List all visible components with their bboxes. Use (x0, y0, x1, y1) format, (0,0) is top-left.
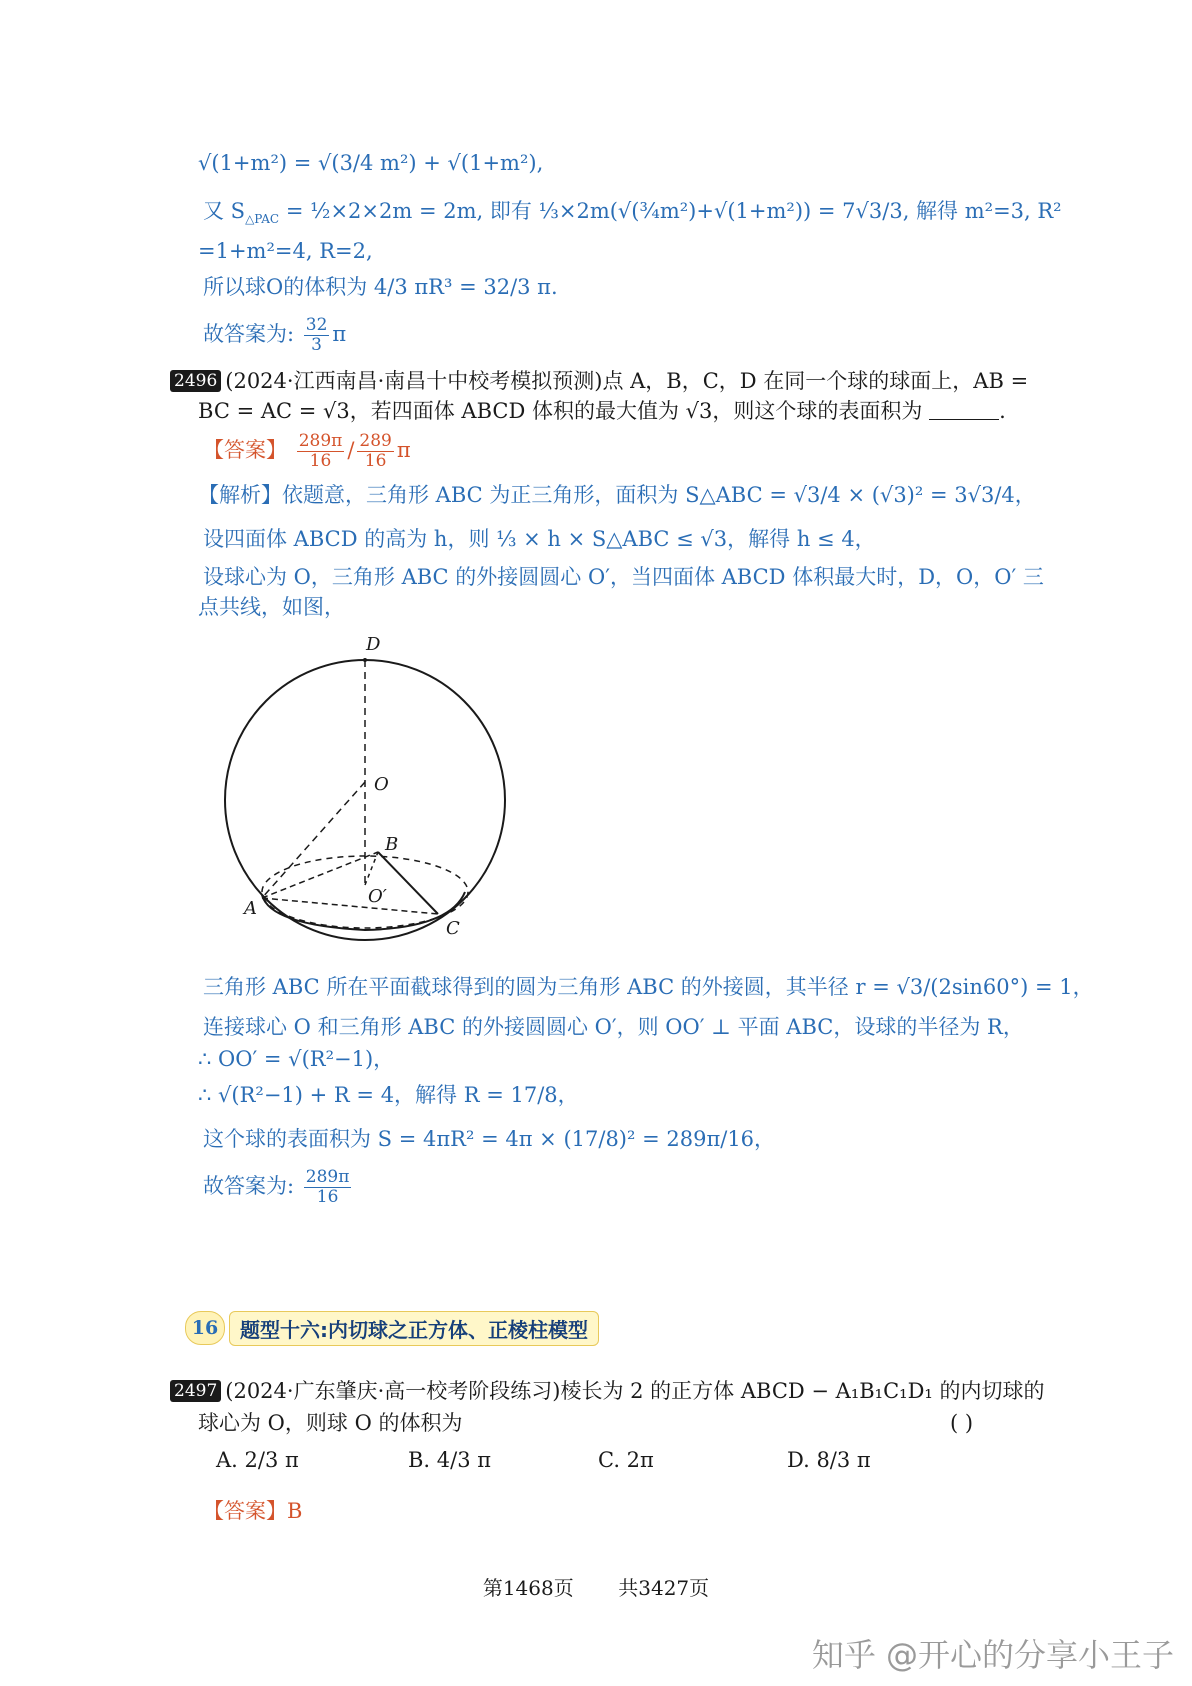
question-number: 2496 (170, 370, 221, 392)
q2496-line-2: BC = AC = √3，若四面体 ABCD 体积的最大值为 √3，则这个球的表面积为 . (198, 399, 1006, 423)
section-header (185, 1310, 599, 1346)
q2496-explanation-6: 连接球心 O 和三角形 ABC 的外接圆圆心 O′，则 OO′ ⊥ 平面 ABC，设球的半径为 R， (203, 1015, 1024, 1039)
top-line-4: 所以球O的体积为 4/3 πR³ = 32/3 π. (203, 275, 558, 299)
page-number: 第1468页 (482, 1576, 574, 1600)
q2496-explanation-7: ∴ OO′ = √(R²−1)， (198, 1047, 395, 1071)
top-line-2: 又 $S_{\triangle PAC}$ = ½×2×2m = 2m, 即有 ⅓×2m(√(¾m²)+√(1+m²)) = 7√3/3, 解得 m²=3, R² (203, 199, 1062, 227)
q2497-paren: ( ) (950, 1411, 974, 1435)
option-a[interactable]: A. 2/3 π (216, 1448, 299, 1472)
label-C: C (446, 918, 460, 939)
label-A: A (244, 898, 257, 919)
q2496-line-1: 2496 (2024·江西南昌·南昌十中校考模拟预测)点 A，B，C，D 在同一个球的球面上，AB = (170, 366, 1028, 396)
option-d[interactable]: D. 8/3 π (787, 1448, 871, 1472)
option-c[interactable]: C. 2π (598, 1448, 654, 1472)
q2496-explanation-2: 设四面体 ABCD 的高为 h，则 ⅓ × h × S△ABC ≤ √3，解得 h ≤ 4， (203, 527, 876, 551)
q2496-explanation-3: 设球心为 O，三角形 ABC 的外接圆圆心 O′，当四面体 ABCD 体积最大时，D，O，O′ 三 (203, 565, 1044, 589)
q2497-line-1: 2497 (2024·广东肇庆·高一校考阶段练习)棱长为 2 的正方体 ABCD − A₁B₁C₁D₁ 的内切球的 (170, 1376, 1045, 1406)
q2496-final-answer: 故答案为: $\frac{289\pi}{16}$ (203, 1167, 350, 1207)
label-O-prime: O′ (368, 886, 387, 907)
watermark: 知乎 @开心的分享小王子 (811, 1636, 1174, 1674)
section-number-badge: 16 (185, 1311, 225, 1345)
label-D: D (366, 634, 381, 655)
page-total: 共3427页 (618, 1576, 710, 1600)
top-line-1: √(1+m²) = √(3/4 m²) + √(1+m²), (198, 151, 544, 175)
question-number: 2497 (170, 1380, 221, 1402)
sphere-figure (210, 630, 530, 960)
label-B: B (385, 834, 399, 855)
label-O: O (374, 774, 389, 795)
section-title: 题型十六:内切球之正方体、正棱柱模型 (229, 1311, 599, 1346)
page-footer (0, 1572, 1192, 1601)
option-b[interactable]: B. 4/3 π (408, 1448, 492, 1472)
q2497-answer: 【答案】B (203, 1499, 303, 1523)
top-line-3: =1+m²=4, R=2, (198, 239, 373, 263)
q2496-explanation-1: 【解析】依题意，三角形 ABC 为正三角形，面积为 S△ABC = √3/4 × (√3)² = 3√3/4， (198, 483, 1036, 507)
q2496-explanation-5: 三角形 ABC 所在平面截球得到的圆为三角形 ABC 的外接圆，其半径 r = √3/(2sin60°) = 1， (203, 975, 1094, 999)
q2496-explanation-9: 这个球的表面积为 S = 4πR² = 4π × (17/8)² = 289π/16， (203, 1127, 776, 1151)
q2496-explanation-4: 点共线，如图， (198, 595, 345, 619)
q2496-answer: 【答案】 $\frac{289\pi}{16}$ / $\frac{289}{16}$ π (203, 431, 411, 471)
q2497-line-2: 球心为 O，则球 O 的体积为 (198, 1411, 463, 1435)
answer-blank (929, 399, 999, 420)
top-answer: 故答案为: $\frac{32}{3}$ π (203, 315, 347, 355)
q2496-explanation-8: ∴ √(R²−1) + R = 4，解得 R = 17/8， (198, 1083, 579, 1107)
